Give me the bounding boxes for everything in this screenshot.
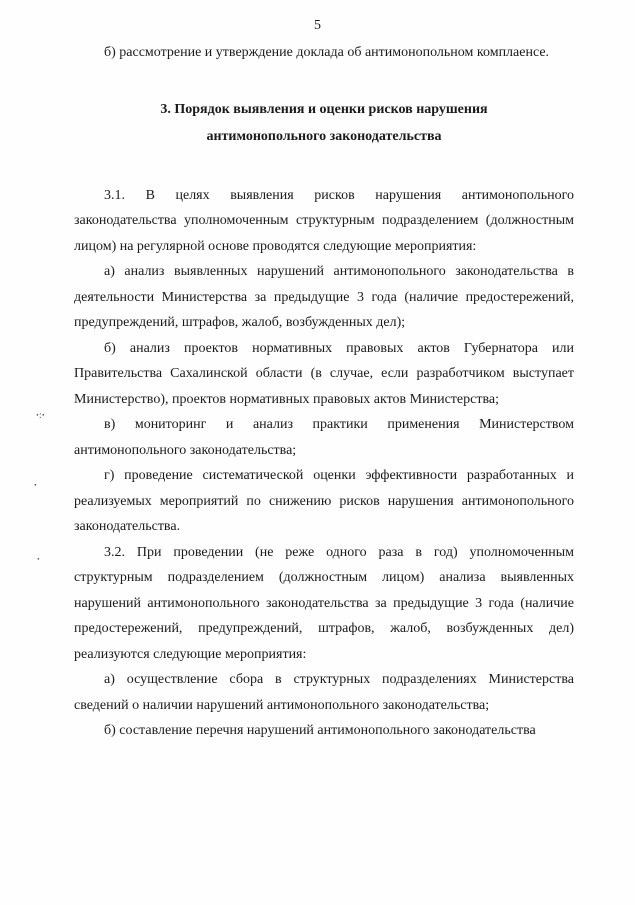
list-item: а) анализ выявленных нарушений антимонопольного законодательства в деятельности Министерства за предыдущие 3 года (наличие предостережений, предупреждений, штрафов, жалоб, возбужденных дел); [74, 264, 574, 330]
list-item: а) осуществление сбора в структурных подразделениях Министерства сведений о наличии нарушений антимонопольного законодательства; [74, 672, 574, 713]
paragraph: 3.1. В целях выявления рисков нарушения антимонопольного законодательства уполномоченным структурным подразделением (должностным лицом) на регулярной основе проводятся следующие мероприятия: [74, 187, 574, 254]
page-number: 5 [314, 18, 321, 33]
scan-artifact: ꞏ [34, 481, 37, 491]
paragraph: 3.2. При проведении (не реже одного раза в год) уполномоченным структурным подразделением (должностным лицом) анализа выявленных нарушений антимонопольного законодательства за предыдущие 3 года (наличие предостережений, предупреждений, штрафов, жалоб, возбужденных дел) реализуются следующие мероприятия: [74, 544, 574, 662]
document-body [74, 40, 574, 744]
list-item: г) проведение систематической оценки эффективности разработанных и реализуемых мероприятий по снижению рисков нарушения антимонопольного законодательства. [74, 468, 574, 534]
scan-artifact: ꞏ:ꞏ [36, 411, 45, 421]
paragraph: б) рассмотрение и утверждение доклада об антимонопольном комплаенсе. [104, 45, 550, 60]
list-item: в) мониторинг и анализ практики применения Министерством антимонопольного законодательства; [74, 417, 574, 458]
list-item: б) анализ проектов нормативных правовых актов Губернатора или Правительства Сахалинской области (в случае, если разработчиком выступает Министерство), проектов нормативных правовых актов Министерства; [74, 340, 574, 407]
scan-artifact: ꞏ [37, 555, 40, 565]
list-item: б) составление перечня нарушений антимонопольного законодательства [104, 723, 536, 738]
section-heading: 3. Порядок выявления и оценки рисков нарушения антимонопольного законодательства [160, 101, 488, 144]
